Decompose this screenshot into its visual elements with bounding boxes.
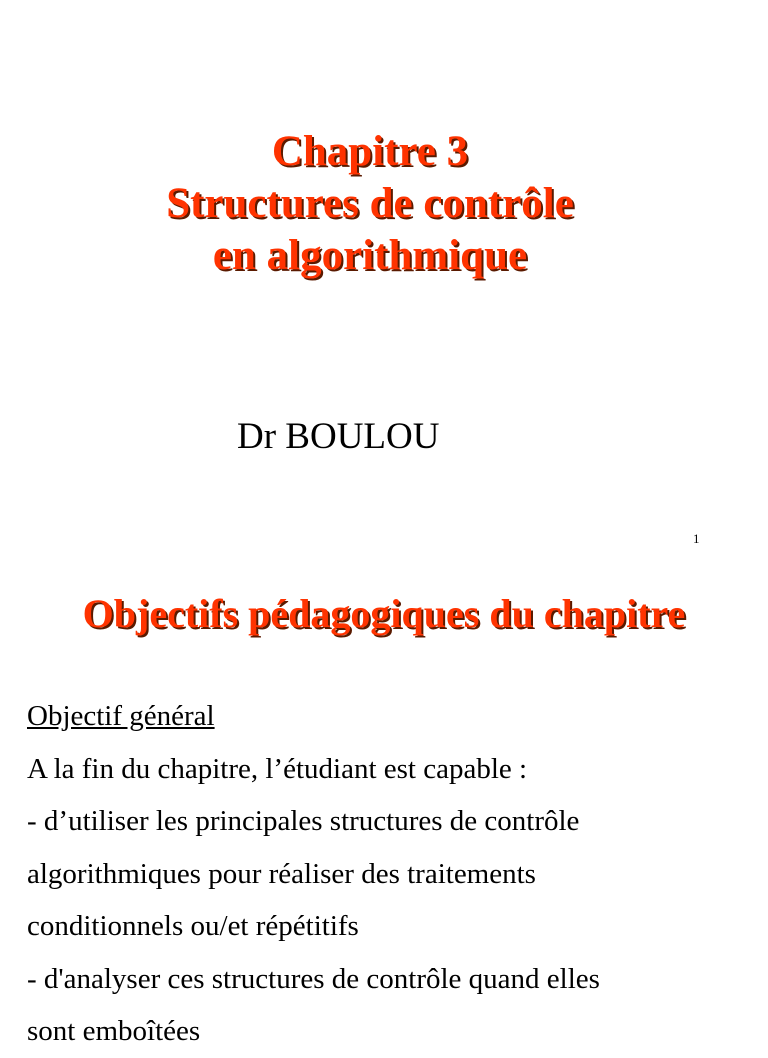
chapter-title-line: en algorithmique [212, 232, 528, 279]
body-line: algorithmiques pour réaliser des traitements [27, 857, 536, 890]
page-number: 1 [693, 531, 700, 546]
chapter-title-line: Structures de contrôle [166, 180, 574, 227]
body-line: conditionnels ou/et répétitifs [27, 910, 359, 942]
body-line: - d'analyser ces structures de contrôle quand elles [27, 962, 600, 995]
author-name: Dr BOULOU [237, 416, 440, 457]
body-line: A la fin du chapitre, l’étudiant est capable : [27, 752, 528, 785]
body-line: - d’utiliser les principales structures de contrôle [27, 805, 580, 837]
chapter-title [0, 126, 740, 282]
section-heading: Objectif général [27, 700, 215, 732]
objectives-body [27, 690, 757, 1058]
objectives-title: Objectifs pédagogiques du chapitre [82, 591, 686, 636]
chapter-title-line: Chapitre 3 [271, 128, 469, 175]
body-line: sont emboîtées [27, 1015, 201, 1047]
